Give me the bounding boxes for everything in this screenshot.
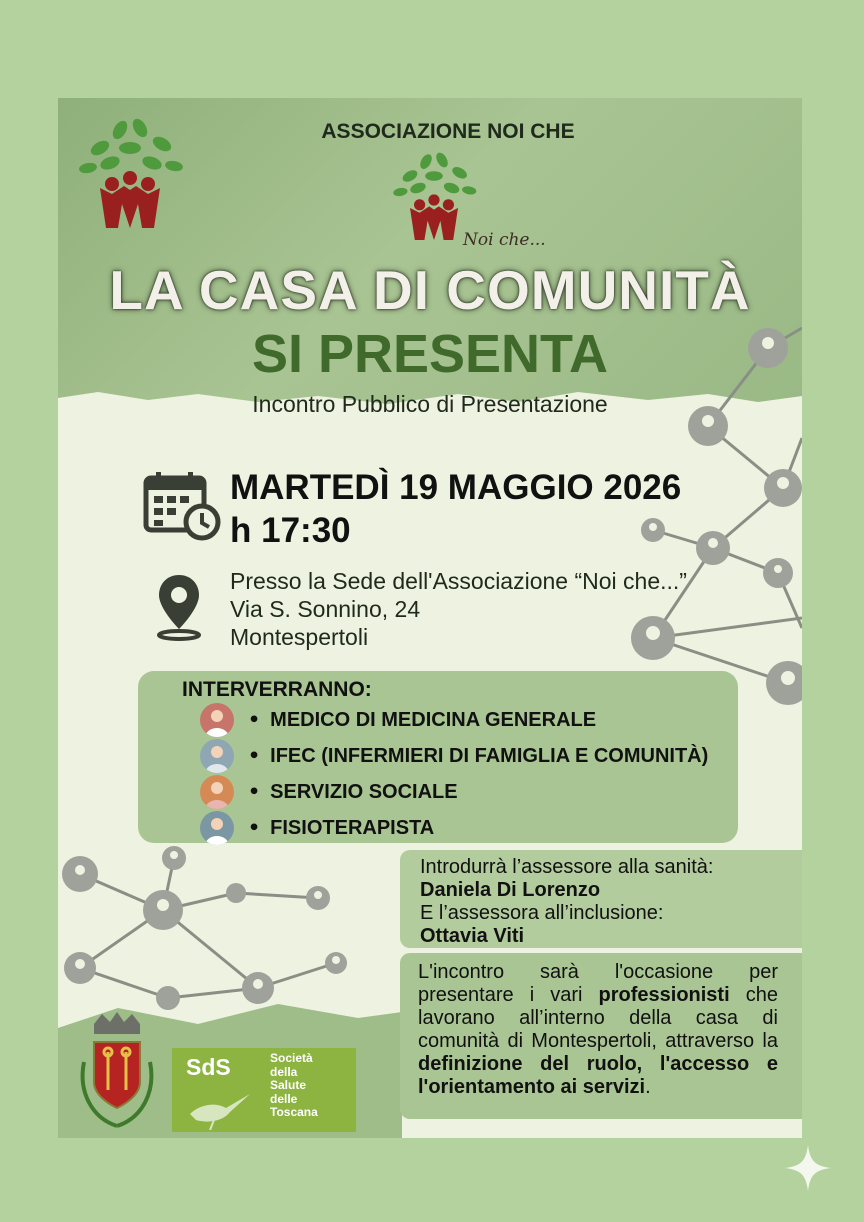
event-location-name: Presso la Sede dell'Associazione “Noi che...” — [230, 568, 687, 594]
heron-icon — [180, 1084, 260, 1130]
speaker-label: MEDICO DI MEDICINA GENERALE — [270, 708, 597, 731]
description-text — [418, 961, 778, 1099]
sds-name-line: Salute — [270, 1078, 307, 1092]
description-part-2: che lavorano all’interno della casa di comunità di Montespertoli, attraverso la — [418, 984, 778, 1052]
speaker-label: FISIOTERAPISTA — [270, 816, 435, 839]
person-network-icon — [58, 838, 358, 1018]
intro-line-1: Introdurrà l’assessore alla sanità: — [420, 856, 714, 878]
event-date: MARTEDÌ 19 MAGGIO 2026 — [230, 468, 682, 507]
page-subtitle: Incontro Pubblico di Presentazione — [252, 391, 608, 417]
doctor-avatar-icon — [200, 703, 234, 737]
logo-caption: Noi che... — [463, 230, 546, 250]
intro-name-1: Daniela Di Lorenzo — [420, 879, 601, 901]
bullet-icon: • — [248, 817, 261, 839]
coat-of-arms-icon — [72, 1012, 162, 1136]
flyer — [58, 98, 802, 1138]
description-bold-1: professionisti — [598, 984, 730, 1006]
intro-line-2: E l’assessora all’inclusione: — [420, 902, 664, 924]
speaker-item — [200, 703, 596, 737]
sds-name-line: Toscana — [270, 1105, 318, 1119]
sds-name-line: della — [270, 1064, 298, 1079]
speaker-label: SERVIZIO SOCIALE — [270, 780, 458, 803]
sds-name-line: delle — [270, 1091, 298, 1106]
sds-name-line: Società — [270, 1051, 313, 1065]
physiotherapist-avatar-icon — [200, 811, 234, 845]
association-name: ASSOCIAZIONE NOI CHE — [321, 120, 575, 143]
bullet-icon: • — [248, 745, 261, 767]
tree-logo-icon — [70, 108, 190, 233]
nurse-avatar-icon — [200, 739, 234, 773]
speaker-item — [200, 811, 434, 845]
event-time: h 17:30 — [230, 511, 351, 550]
speakers-heading: INTERVERRANNO: — [182, 678, 372, 701]
page-title-line2: SI PRESENTA — [251, 324, 609, 384]
event-address: Via S. Sonnino, 24 — [230, 596, 421, 622]
map-pin-icon — [156, 573, 202, 643]
description-part-3: . — [645, 1076, 651, 1098]
sds-logo — [172, 1048, 356, 1132]
social-worker-avatar-icon — [200, 775, 234, 809]
sds-mark: SdS — [186, 1054, 231, 1080]
description-part-1: L'incontro sarà l'occasione per presentare i vari — [418, 961, 778, 1006]
speaker-item — [200, 775, 458, 809]
intro-name-2: Ottavia Viti — [420, 925, 525, 947]
event-city: Montespertoli — [230, 624, 369, 650]
speaker-label: IFEC (INFERMIERI DI FAMIGLIA E COMUNITÀ) — [270, 744, 709, 767]
bullet-icon: • — [248, 709, 261, 731]
page-title: LA CASA DI COMUNITÀ — [109, 259, 751, 321]
sparkle-icon — [783, 1143, 833, 1193]
calendar-clock-icon — [142, 470, 222, 542]
speaker-item — [200, 739, 708, 773]
bullet-icon: • — [248, 781, 261, 803]
description-bold-2: definizione del ruolo, l'accesso e l'orientamento ai servizi — [418, 1053, 778, 1098]
